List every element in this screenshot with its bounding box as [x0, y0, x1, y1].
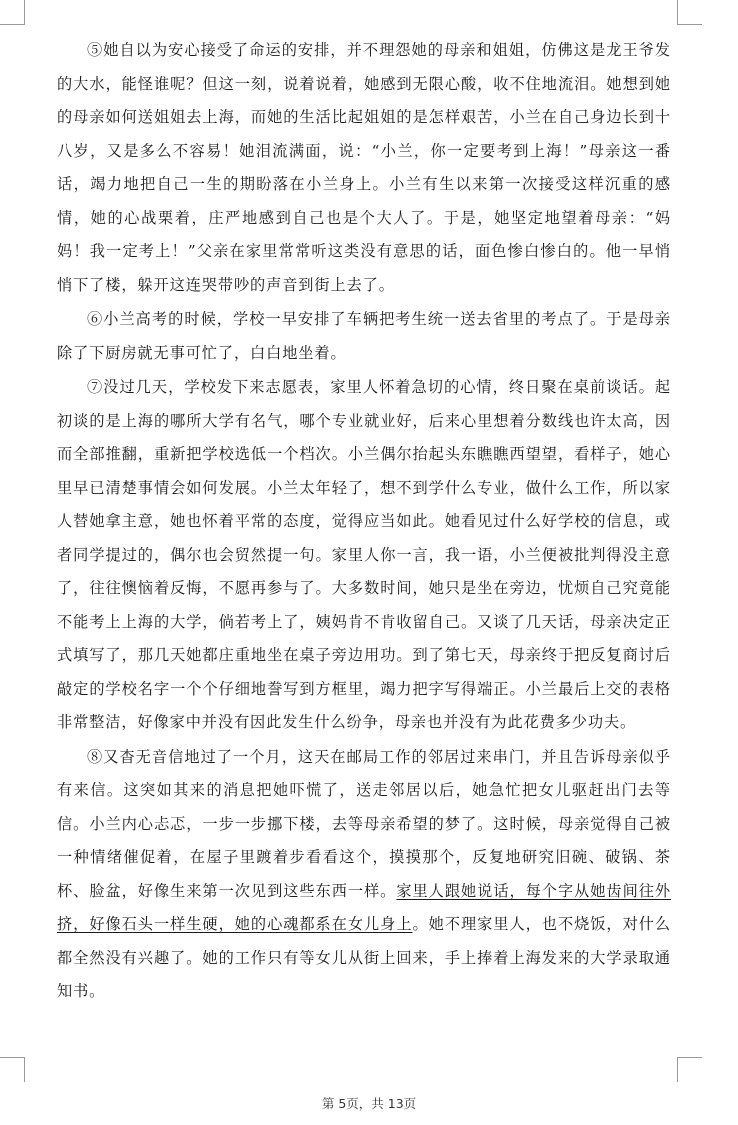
paragraph-text: ⑥小兰高考的时候，学校一早安排了车辆把考生统一送去省里的考点了。于是母亲除了下厨房就无事可忙了，白白地坐着。: [57, 310, 671, 362]
paragraph-6: [57, 303, 671, 370]
page-corner-mark-top-right: [677, 0, 702, 25]
paragraph-text: 。她不理家里人，也不烧饭，对什么都全然没有兴趣了。她的工作只有等女儿从街上回来，手上捧着上海发来的大学录取通知书。: [57, 915, 671, 1000]
paragraph-7: [57, 371, 671, 740]
page-body: [57, 34, 671, 1009]
paragraph-text: ⑤她自以为安心接受了命运的安排，并不理怨她的母亲和姐姐，仿佛这是龙王爷发的大水，能怪谁呢？但这一刻，说着说着，她感到无限心酸，收不住地流泪。她想到她的母亲如何送姐姐去上海，而她的生活比起姐姐的是怎样艰苦，小兰在自己身边长到十八岁，又是多么不容易！她泪流满面，说：“小兰，你一定要考到上海！”母亲这一番话，竭力地把自己一生的期盼落在小兰身上。小兰有生以来第一次接受这样沉重的感情，她的心战栗着，庄严地感到自己也是个大人了。于是，她坚定地望着母亲：“妈妈！我一定考上！”父亲在家里常常听这类没有意思的话，面色惨白惨白的。他一早悄悄下了楼，躲开这连哭带吵的声音到街上去了。: [57, 41, 671, 294]
paragraph-8: [57, 741, 671, 1009]
page-corner-mark-top-left: [0, 0, 25, 25]
underlined-sentence: 家里人跟她说话，每个字从她齿间往外挤，好像石头一样生硬，她的心魂都系在女儿身上: [57, 881, 671, 933]
page-corner-mark-bottom-left: [0, 1057, 25, 1082]
page-corner-mark-bottom-right: [677, 1057, 702, 1082]
page-number-footer: 第 5页，共 13页: [321, 1096, 417, 1111]
paragraph-text: ⑦没过几天，学校发下来志愿表，家里人怀着急切的心情，终日聚在桌前谈话。起初谈的是上海的哪所大学有名气，哪个专业就业好，后来心里想着分数线也许太高，因而全部推翻，重新把学校选低一个档次。小兰偶尔抬起头东瞧瞧西望望，看样子，她心里早已清楚事情会如何发展。小兰太年轻了，想不到学什么专业，做什么工作，所以家人替她拿主意，她也怀着平常的态度，觉得应当如此。她看见过什么好学校的信息，或者同学提过的，偶尔也会贸然提一句。家里人你一言，我一语，小兰便被批判得没主意了，往往懊恼着反悔，不愿再参与了。大多数时间，她只是坐在旁边，忧烦自己究竟能不能考上上海的大学，倘若考上了，姨妈肯不肯收留自己。又谈了几天话，母亲决定正式填写了，那几天她都庄重地坐在桌子旁边用功。到了第七天，母亲终于把反复商讨后敲定的学校名字一个个仔细地誊写到方框里，竭力把字写得端正。小兰最后上交的表格非常整洁，好像家中并没有因此发生什么纷争，母亲也并没有为此花费多少功夫。: [57, 378, 671, 731]
paragraph-text: ⑧又杳无音信地过了一个月，这天在邮局工作的邻居过来串门，并且告诉母亲似乎有来信。这突如其来的消息把她吓慌了，送走邻居以后，她急忙把女儿驱赶出门去等信。小兰内心忐忑，一步一步挪下楼，去等母亲希望的梦了。这时候，母亲觉得自己被一种情绪催促着，在屋子里踱着步看看这个，摸摸那个，反复地研究旧碗、破锅、茶杯、脸盆，好像生来第一次见到这些东西一样。: [57, 747, 671, 900]
paragraph-5: [57, 34, 671, 302]
